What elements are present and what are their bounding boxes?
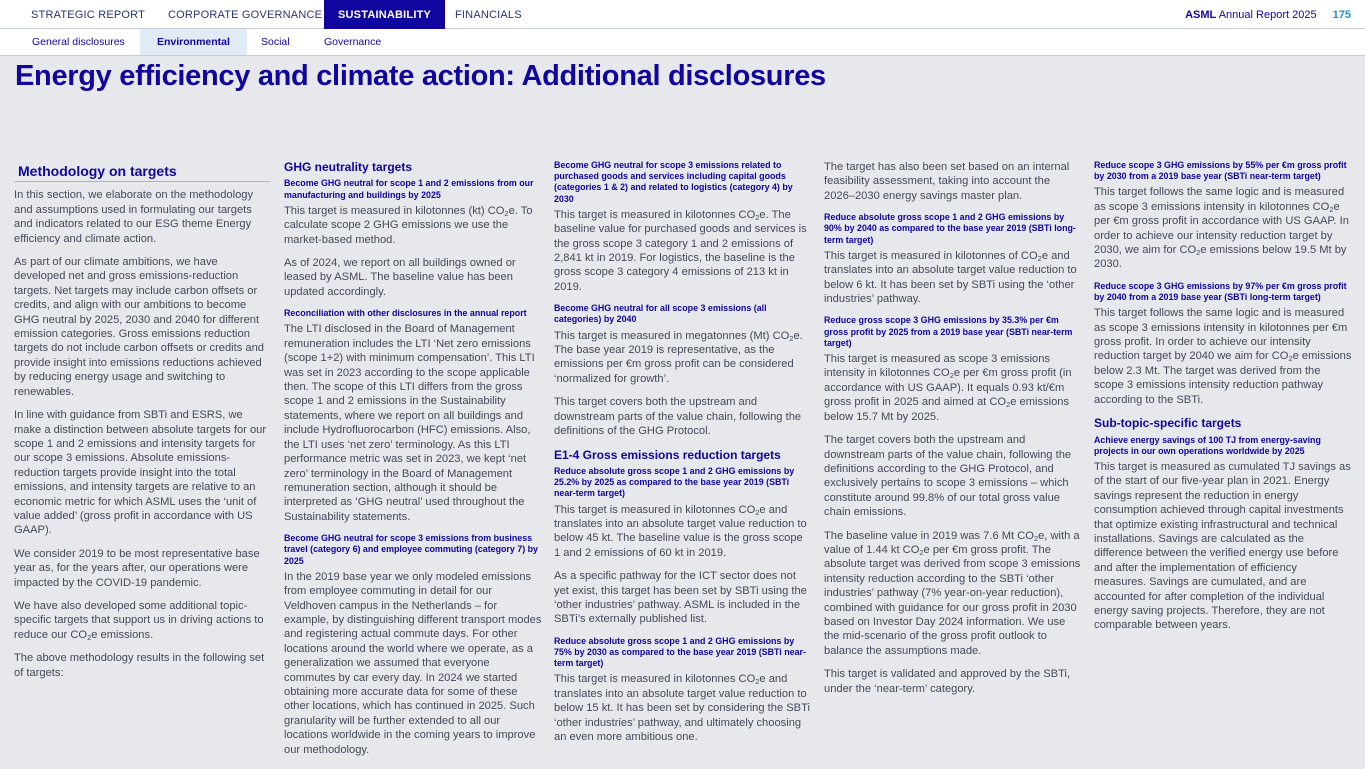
paragraph: This target covers both the upstream and downstream parts of the value chain, following the definitions of the GHG Protocol. (554, 396, 802, 438)
target-heading: Achieve energy savings of 100 TJ from energy-saving projects in our own operations worldwide by 2025 (1094, 434, 1321, 456)
target-heading: Reduce absolute gross scope 1 and 2 GHG emissions by 25.2% by 2025 as compared to the base year 2019 (SBTi near-term target) (554, 465, 795, 499)
column-scope-targets (824, 160, 1082, 705)
subsection-heading: Reconciliation with other disclosures in the annual report (284, 308, 527, 319)
paragraph: As of 2024, we report on all buildings owned or leased by ASML. The baseline value has been updated accordingly. (284, 257, 516, 298)
report-info (1185, 0, 1351, 29)
page-title: Energy efficiency and climate action: Additional disclosures (15, 60, 826, 92)
top-navigation (0, 0, 1365, 29)
page-number: 175 (1332, 9, 1351, 21)
paragraph: In line with guidance from SBTi and ESRS, we make a distinction between absolute targets for our scope 1 and 2 emissions and intensity targets for our scope 3 emissions. Absolute emissions-reduction targets provide insight into the total emissions, and intensity targets are relative to an economic metric for which ASML uses the ‘unit of value added’ (gross profit in accordance with US GAAP). (14, 409, 267, 537)
sub-navigation (0, 29, 1365, 56)
tab-strategic-report[interactable]: STRATEGIC REPORT (31, 9, 146, 21)
paragraph: This target follows the same logic and is measured as scope 3 emissions intensity in kilotonnes $CO_2e$ per €m gross profit in accordance with US GAAP. In order to achieve our intensity reduction target by 2030, we aim for $CO_2e$ emissions below 19.5 Mt by 2030. (1094, 186, 1349, 271)
column-methodology (14, 160, 270, 689)
tab-corporate-governance[interactable]: CORPORATE GOVERNANCE (168, 9, 323, 21)
paragraph: This target is measured as cumulated TJ savings as of the start of our five-year plan in 2021. Energy savings represent the reduction in energy consumption achieved through capital investments that optimize existing infrastructural and technical installations. Savings are calculated as the difference between the verified energy use before and after the implementation of efficiency measures. Savings are cumulated, and are accounted for after completion of the individual energy saving projects. Therefore, they are not comparable between years. (1094, 460, 1351, 632)
target-heading: Become GHG neutral for scope 3 emissions related to purchased goods and services including capital goods (categories 1 & 2) and related to logistics (category 4) by 2030 (554, 160, 793, 204)
paragraph: As a specific pathway for the ICT sector does not yet exist, this target has been set by SBTi using the ‘other industries’ pathway. ASML is included in the SBTi’s externally published list. (554, 570, 807, 626)
tab-environmental[interactable]: Environmental (140, 29, 247, 55)
paragraph: The target covers both the upstream and downstream parts of the value chain, following the definitions according to the GHG Protocol, and exclusively pertains to scope 3 emissions – which constitute around 99.8% of our total gross value chain emissions. (824, 434, 1072, 519)
paragraph: This target is measured in megatonnes (Mt) $CO_2e$. The base year 2019 is representative, as the emissions per €m gross profit can be considered ‘normalized for growth’. (554, 329, 803, 385)
paragraph: This target is measured in kilotonnes $CO_2e$ and translates into an absolute target value reduction to below 15 kt. It has been set by considering the SBTi ‘other industries’ pathway, and ultimately choosing an even more ambitious one. (554, 673, 810, 743)
paragraph: This target is validated and approved by the SBTi, under the ‘near-term’ category. (824, 668, 1071, 695)
section-heading-sub-topic: Sub-topic-specific targets (1094, 416, 1242, 431)
paragraph: The baseline value in 2019 was 7.6 Mt $CO_2e$, with a value of 1.44 kt $CO_2e$ per €m gross profit. The absolute target was derived from scope 3 emissions intensity reduction according to the SBTi ‘other industries’ pathway (7% year-on-year reduction), combined with guidance for our gross profit in 2030 based on Investor Day 2024 information. We use the mid-scenario of the gross profit outlook to balance the assumptions made. (824, 529, 1081, 657)
tab-sustainability[interactable]: SUSTAINABILITY (324, 0, 445, 29)
tab-general-disclosures[interactable]: General disclosures (32, 36, 125, 48)
paragraph: In this section, we elaborate on the methodology and assumptions used in formulating our targets and indicators related to our ESG theme Energy efficiency and climate action. (14, 189, 254, 245)
column-scope3-and-subtopic (1094, 160, 1352, 642)
paragraph: This target follows the same logic and is measured as scope 3 emissions intensity in kilotonnes per €m gross profit. In order to achieve our intensity reduction target by 2040 we aim for $CO_2e$ emissions below 2.3 Mt. The target was derived from the scope 3 emissions intensity reduction pathway according to the SBTi. (1094, 307, 1352, 406)
paragraph: The above methodology results in the following set of targets: (14, 652, 265, 679)
paragraph: In the 2019 base year we only modeled emissions from employee commuting in detail for our Veldhoven campus in the Netherlands – for example, by distinguishing different transport modes and registering actual commute days. For other locations around the world where we operate, as a generalization we assumed that everyone commutes by car every day. In 2024 we started obtaining more accurate data for some of these other locations, which has continued in 2025. Such granularity will be further extended to all our locations worldwide in the coming years to improve our methodology. (284, 570, 542, 756)
paragraph: As part of our climate ambitions, we have developed net and gross emissions-reduction targets. Net targets may include carbon offsets or credits, and align with our ambitions to become GHG neutral by 2025, 2030 and 2040 for different emission categories. Gross emissions reduction targets do not include carbon offsets or credits and provide insight into emissions reductions achieved by reducing energy usage and switching to renewables. (14, 256, 264, 398)
paragraph: The target has also been set based on an internal feasibility assessment, taking into account the 2026–2030 energy savings master plan. (824, 161, 1070, 202)
paragraph: This target is measured in kilotonnes of $CO_2e$ and translates into an absolute target value reduction to below 6 kt. It has been set by SBTi using the ‘other industries’ pathway. (824, 249, 1077, 306)
paragraph: We have also developed some additional topic-specific targets that support us in driving actions to reduce our $CO_2e$ emissions. (14, 599, 264, 642)
section-heading-methodology: Methodology on targets (14, 160, 270, 182)
section-heading-e1-4: E1-4 Gross emissions reduction targets (554, 447, 781, 462)
column-ghg-neutrality (284, 160, 542, 766)
paragraph: This target is measured in kilotonnes (kt) $CO_2e$. To calculate scope 2 GHG emissions we use the market-based method. (284, 204, 533, 246)
target-heading: Reduce scope 3 GHG emissions by 97% per €m gross profit by 2040 from a 2019 base year (SBTi long-term target) (1094, 280, 1347, 303)
target-heading: Become GHG neutral for all scope 3 emissions (all categories) by 2040 (554, 303, 767, 325)
brand-name: ASML (1185, 9, 1217, 21)
paragraph: This target is measured in kilotonnes $CO_2e$ and translates into an absolute target value reduction to below 45 kt. The baseline value is the gross scope 1 and 2 emissions of 60 kt in 2019. (554, 503, 807, 559)
tab-governance[interactable]: Governance (324, 36, 382, 48)
target-heading: Reduce gross scope 3 GHG emissions by 35.3% per €m gross profit by 2025 from a 2019 base year (SBTi near-term target) (824, 315, 1073, 348)
section-heading-ghg-neutrality: GHG neutrality targets (284, 160, 413, 174)
tab-social[interactable]: Social (261, 36, 290, 48)
paragraph: The LTI disclosed in the Board of Management remuneration includes the LTI ‘Net zero emissions (scope 1+2) with minimum compensation’. This LTI was set in 2023 according to the scope applicable then. The scope of this LTI differs from the gross scope 1 and 2 emissions in the Sustainability statements, where we report on all buildings and include Hydrofluorocarbon (HFC) emissions. Also, the LTI uses ‘net zero’ terminology. As this LTI performance metric was set in 2023, we kept ‘net zero’ terminology in the Board of Management remuneration section, although it should be interpreted as ‘GHG neutral’ used throughout the Sustainability statements. (284, 323, 535, 523)
report-title: Annual Report 2025 (1218, 9, 1317, 21)
target-heading: Reduce absolute gross scope 1 and 2 GHG emissions by 90% by 2040 as compared to the base year 2019 (SBTi long-term target) (824, 212, 1076, 245)
tab-financials[interactable]: FINANCIALS (455, 9, 522, 21)
paragraph: This target is measured as scope 3 emissions intensity in kilotonnes $CO_2e$ per €m gross profit (in accordance with US GAAP). It equals 0.93 kt/€m gross profit in 2025 and aimed at $CO_2e$ emissions below 15.7 Mt by 2025. (824, 353, 1072, 423)
target-heading: Become GHG neutral for scope 3 emissions from business travel (category 6) and employee commuting (category 7) by 2025 (284, 533, 538, 566)
paragraph: We consider 2019 to be most representative base year as, for the years after, our operations were impacted by the COVID-19 pandemic. (14, 547, 260, 589)
target-heading: Reduce absolute gross scope 1 and 2 GHG emissions by 75% by 2030 as compared to the base year 2019 (SBTi near-term target) (554, 635, 806, 669)
column-scope3-and-e1-4 (554, 160, 812, 753)
target-heading: Become GHG neutral for scope 1 and 2 emissions from our manufacturing and buildings by 2025 (284, 178, 534, 200)
paragraph: This target is measured in kilotonnes $CO_2e$. The baseline value for purchased goods and services is the gross scope 3 category 1 and 2 emissions of 2,841 kt in 2019. For logistics, the baseline is the gross scope 3 category 4 emissions of 213 kt in 2019. (554, 208, 807, 293)
target-heading: Reduce scope 3 GHG emissions by 55% per €m gross profit by 2030 from a 2019 base year (SBTi near-term target) (1094, 160, 1347, 182)
